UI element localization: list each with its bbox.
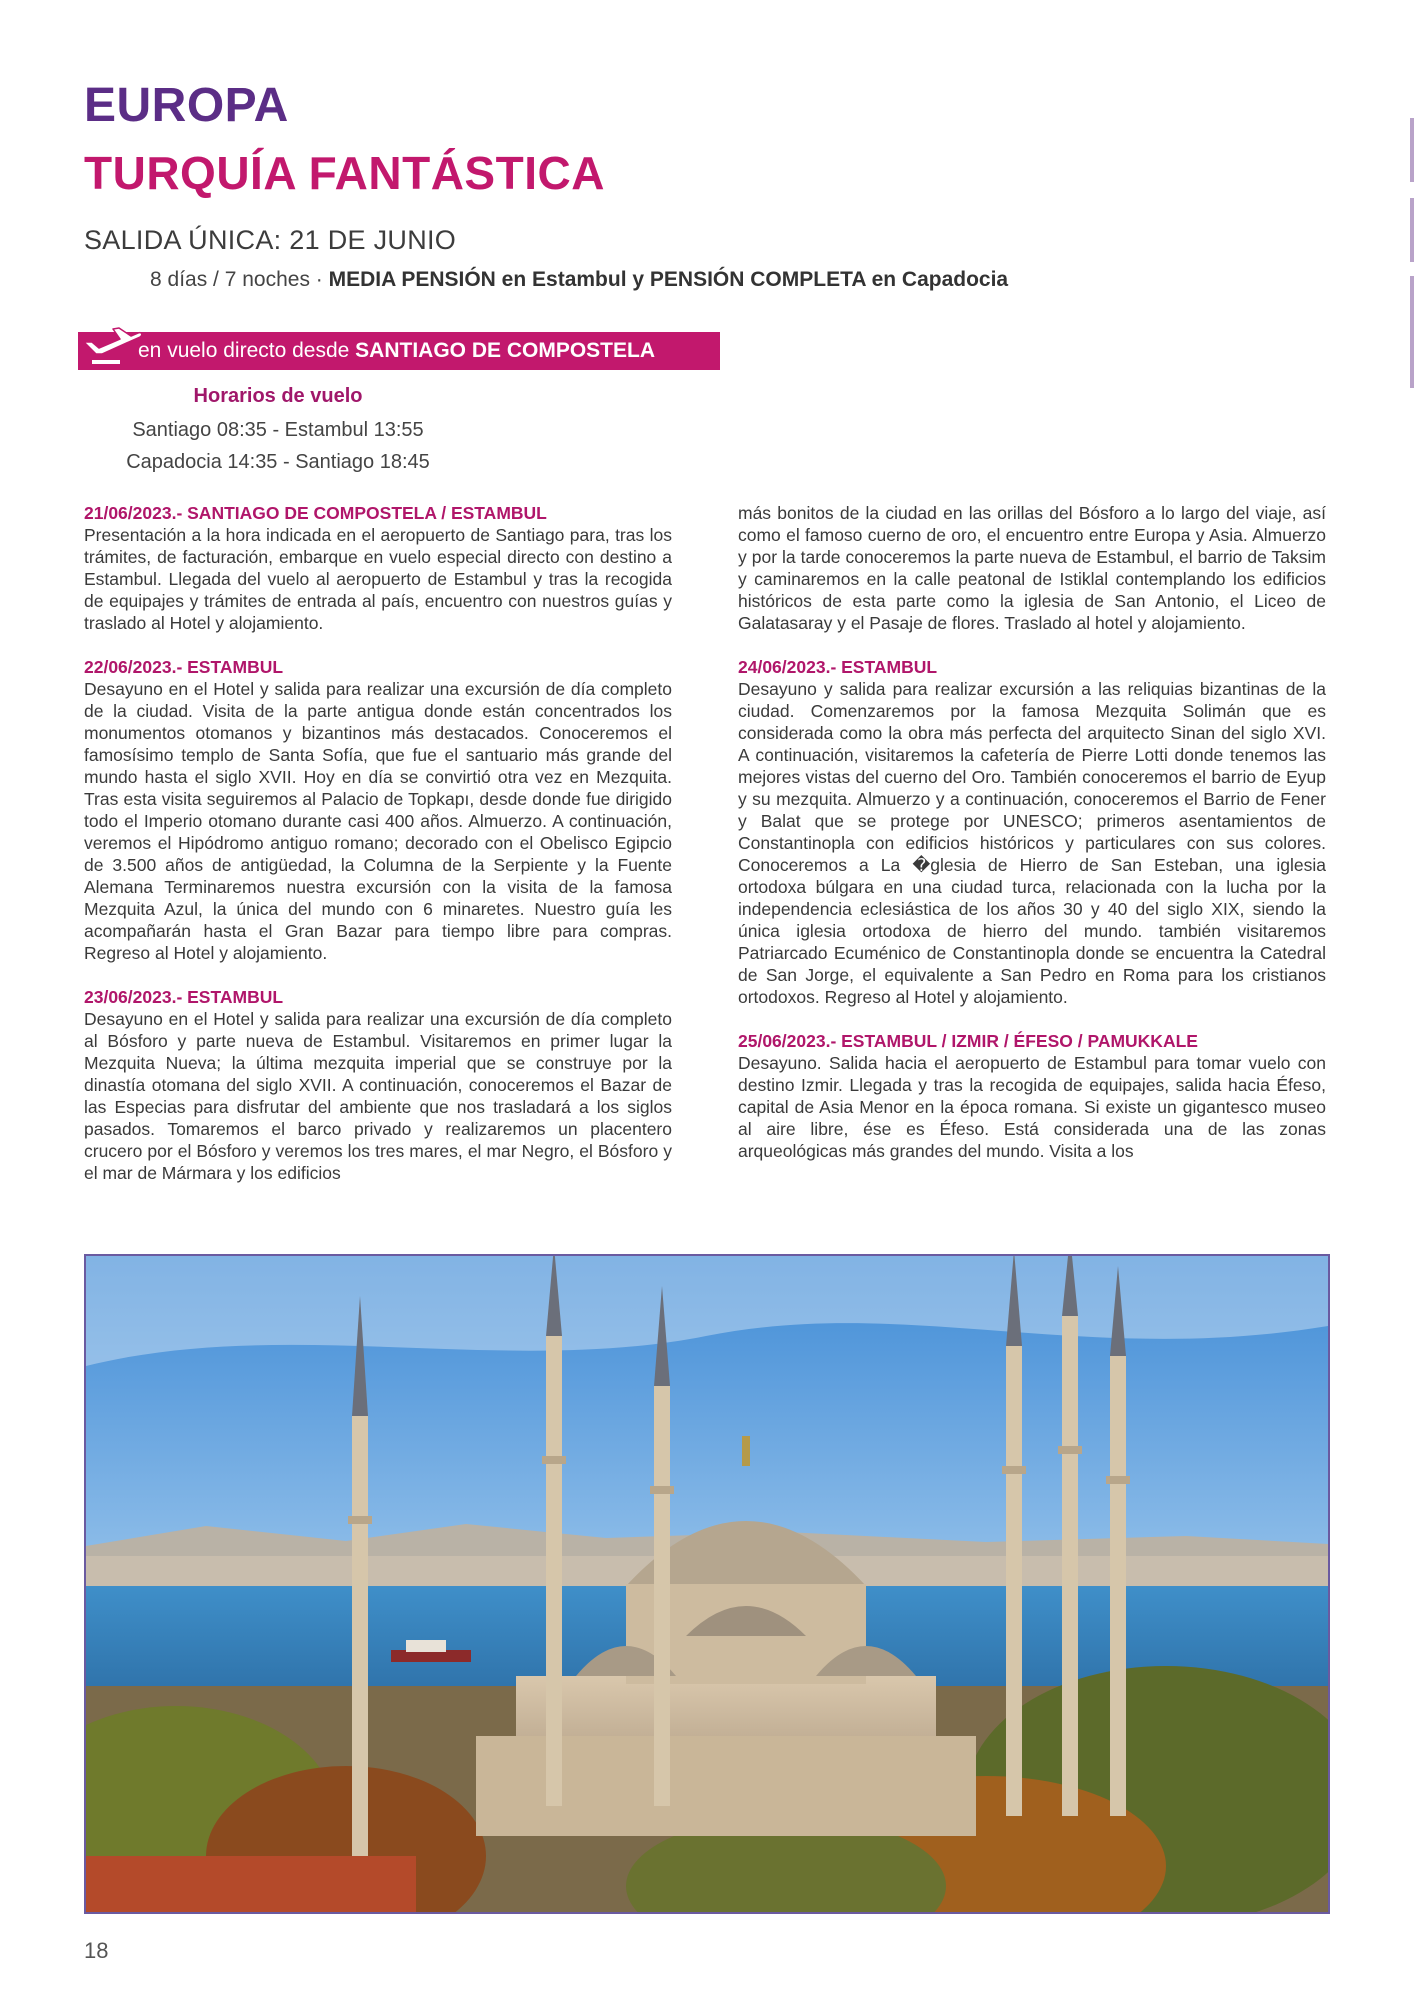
flight-schedule-line: Santiago 08:35 - Estambul 13:55: [132, 419, 424, 441]
itinerary-day-heading: 24/06/2023.- ESTAMBUL: [738, 657, 938, 677]
duration-nights: 8 días / 7 noches ·: [150, 268, 329, 291]
flight-banner-text: [138, 339, 655, 363]
side-tab-mark: [1410, 118, 1414, 182]
itinerary-column-right: [738, 502, 1326, 1184]
trip-duration: [150, 268, 1008, 292]
flight-schedule-heading: Horarios de vuelo: [193, 385, 363, 407]
itinerary-day: [84, 986, 672, 1184]
mosque-illustration: [86, 1256, 1328, 1912]
itinerary-day: [84, 502, 672, 634]
itinerary-day-text: Desayuno en el Hotel y salida para realizar una excursión de día completo de la ciudad. Visita de la parte antigua donde están concentrados los monumentos otomanos y bizantinos más destacados. Conoceremos el famosísimo templo de Santa Sofía, que fue el santuario más grande del mundo hasta el siglo XVII. Hoy en día se convirtió otra vez en Mezquita. Tras esta visita seguiremos al Palacio de Topkapı, desde donde fue dirigido todo el Imperio otomano durante casi 400 años. Almuerzo. A continuación, veremos el Hipódromo antiguo romano; decorado con el Obelisco Egipcio de 3.500 años de antigüedad, la Columna de la Serpiente y la Fuente Alemana Terminaremos nuestra excursión con la visita de la famosa Mezquita Azul, la única del mundo con 6 minaretes. Nuestro guía les acompañarán hasta el Gran Bazar para tiempo libre para compras. Regreso al Hotel y alojamiento.: [84, 679, 672, 963]
itinerary-day-text: Desayuno y salida para realizar excursión a las reliquias bizantinas de la ciudad. Comenzaremos por la famosa Mezquita Solimán que es considerada como la obra más perfecta del arquitecto Sinan del siglo XVI. A continuación, visitaremos la cafetería de Pierre Lotti donde tenemos las mejores vistas del cuerno del Oro. También conoceremos el barrio de Eyup y su mezquita. Almuerzo y a continuación, conoceremos el Barrio de Fener y Balat que se protege por UNESCO; primeros asentamientos de Constantinopla con edificios históricos y particulares con sus colores. Conoceremos a La �glesia de Hierro de San Esteban, una iglesia ortodoxa búlgara en una ciudad turca, relacionada con la lucha por la independencia eclesiástica de los años 30 y 40 del siglo XIX, siendo la única iglesia ortodoxa de hierro del mundo. también visitaremos Patriarcado Ecuménico de Constantinopla donde se encuentra la Catedral de San Jorge, el equivalente a San Pedro en Roma para los cristianos ortodoxos. Regreso al Hotel y alojamiento.: [738, 679, 1326, 1007]
itinerary-day: [84, 656, 672, 964]
side-tab-mark: [1410, 198, 1414, 262]
flight-banner-plain: en vuelo directo desde: [138, 339, 356, 362]
flight-origin: SANTIAGO DE COMPOSTELA: [355, 339, 656, 362]
itinerary-day-text: Desayuno en el Hotel y salida para realizar una excursión de día completo al Bósforo y parte nueva de Estambul. Visitaremos en primer lugar la Mezquita Nueva; la última mezquita imperial que se construye por la dinastía otomana del siglo XVII. A continuación, conoceremos el Bazar de las Especias para disfrutar del ambiente que nos trasladará a los siglos pasados. Tomaremos el barco privado y realizaremos un placentero crucero por el Bósforo y veremos los tres mares, el mar Negro, el Bósforo y el mar de Mármara y los edificios: [84, 1009, 672, 1183]
itinerary-day-text: más bonitos de la ciudad en las orillas del Bósforo a lo largo del viaje, así como el famoso cuerno de oro, el encuentro entre Europa y Asia. Almuerzo y por la tarde conoceremos la parte nueva de Estambul, el barrio de Taksim y caminaremos en la calle peatonal de Istiklal contemplando los edificios históricos de esta parte como la iglesia de San Antonio, el Liceo de Galatasaray y el Pasaje de flores. Traslado al hotel y alojamiento.: [738, 503, 1326, 633]
airplane-takeoff-icon: [80, 312, 144, 372]
itinerary-column-left: [84, 502, 672, 1206]
itinerary-day: [738, 656, 1326, 1008]
side-tab-mark: [1410, 276, 1414, 388]
itinerary-day-text: Desayuno. Salida hacia el aeropuerto de Estambul para tomar vuelo con destino Izmir. Llegada y tras la recogida de equipajes, salida hacia Éfeso, capital de Asia Menor en la época romana. Si existe un gigantesco museo al aire libre, ése es Éfeso. Está considerada una de las zonas arqueológicas más grandes del mundo. Visita a los: [738, 1053, 1326, 1161]
itinerary-day-continued: [738, 502, 1326, 634]
flight-schedule-line: Capadocia 14:35 - Santiago 18:45: [126, 451, 430, 473]
region-title: EUROPA: [84, 79, 289, 132]
itinerary-day: [738, 1030, 1326, 1162]
itinerary-day-heading: 25/06/2023.- ESTAMBUL / IZMIR / ÉFESO / PAMUKKALE: [738, 1031, 1198, 1051]
blue-mosque-photo: [84, 1254, 1330, 1914]
itinerary-day-heading: 22/06/2023.- ESTAMBUL: [84, 657, 284, 677]
itinerary-day-heading: 21/06/2023.- SANTIAGO DE COMPOSTELA / ESTAMBUL: [84, 503, 547, 523]
departure-date: SALIDA ÚNICA: 21 DE JUNIO: [84, 225, 457, 255]
itinerary-day-text: Presentación a la hora indicada en el aeropuerto de Santiago para, tras los trámites, de facturación, embarque en vuelo especial directo con destino a Estambul. Llegada del vuelo al aeropuerto de Estambul y tras la recogida de equipajes y trámites de entrada al país, encuentro con nuestros guías y traslado al Hotel y alojamiento.: [84, 525, 672, 633]
page-number: 18: [84, 1938, 109, 1963]
meal-plan: MEDIA PENSIÓN en Estambul y PENSIÓN COMPLETA en Capadocia: [328, 268, 1009, 291]
itinerary-day-heading: 23/06/2023.- ESTAMBUL: [84, 987, 284, 1007]
flight-banner: [78, 332, 720, 370]
flight-schedule: [116, 385, 440, 478]
trip-title: TURQUÍA FANTÁSTICA: [84, 147, 605, 199]
